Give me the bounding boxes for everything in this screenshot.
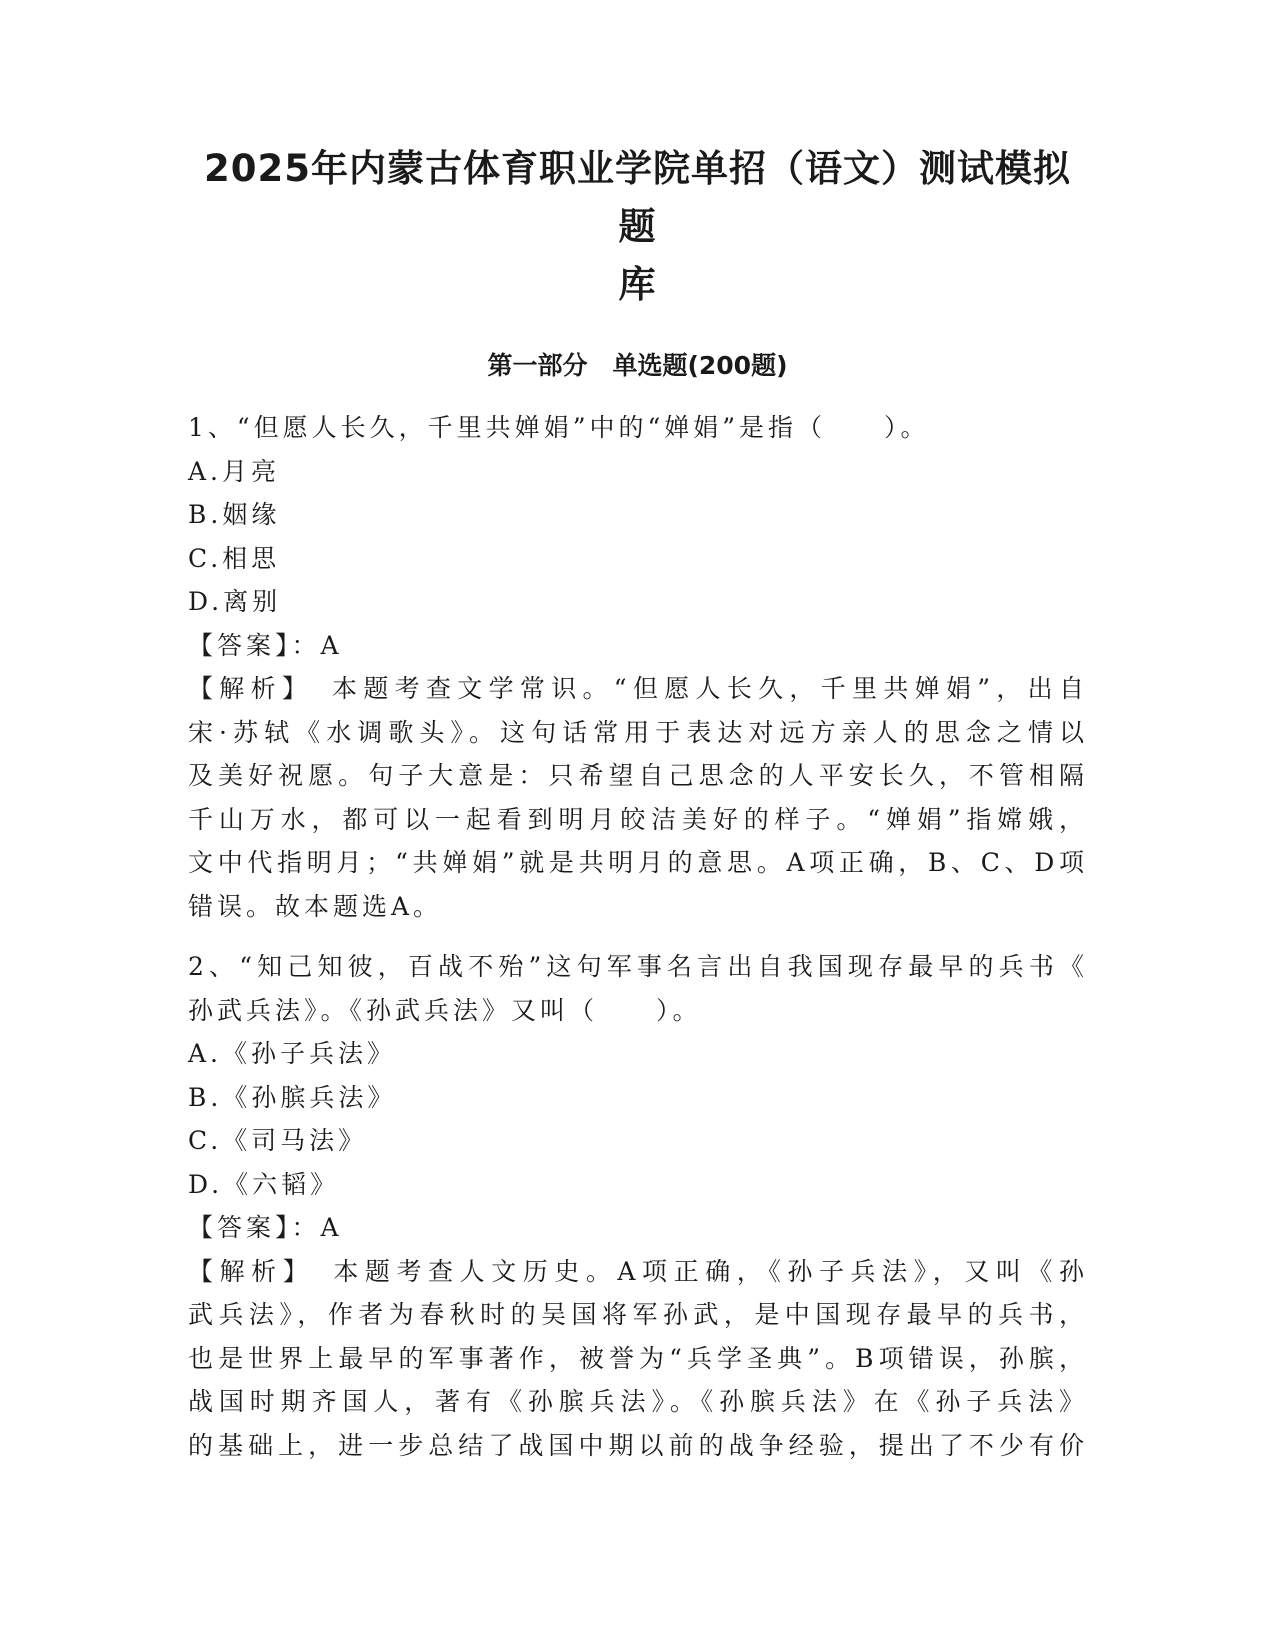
- analysis-line: 战国时期齐国人，著有《孙膑兵法》。《孙膑兵法》在《孙子兵法》: [188, 1387, 1088, 1416]
- analysis-line: 的基础上，进一步总结了战国中期以前的战争经验，提出了不少有价: [188, 1430, 1088, 1460]
- option-c: C.《司马法》: [188, 1126, 368, 1155]
- analysis-line: 千山万水，都可以一起看到明月皎洁美好的样子。“婵娟”指嫦娥，: [188, 804, 1088, 834]
- question-stem: 1、“但愿人长久，千里共婵娟”中的“婵娟”是指（ ）。: [188, 413, 930, 442]
- analysis-line: 武兵法》，作者为春秋时的吴国将军孙武，是中国现存最早的兵书，: [188, 1300, 1088, 1329]
- title-line-1: 2025年内蒙古体育职业学院单招（语文）测试模拟题: [204, 147, 1071, 248]
- option-b: B.姻缘: [188, 500, 281, 529]
- option-a: A.《孙子兵法》: [188, 1039, 397, 1068]
- title-line-2: 库: [618, 263, 657, 306]
- section-title: 第一部分 单选题(200题): [487, 351, 788, 380]
- analysis-line: 错误。故本题选A。: [188, 891, 443, 921]
- analysis-line: 宋·苏轼《水调歌头》。这句话常用于表达对远方亲人的思念之情以: [188, 717, 1088, 747]
- question-2: [188, 945, 1088, 1467]
- document-title: [190, 140, 1085, 314]
- option-b: B.《孙膑兵法》: [188, 1082, 397, 1112]
- analysis-line: 【解析】 本题考查文学常识。“但愿人长久，千里共婵娟”，出自: [188, 674, 1088, 703]
- answer: 【答案】：A: [188, 630, 343, 660]
- analysis-line: 及美好祝愿。句子大意是：只希望自己思念的人平安长久，不管相隔: [188, 761, 1088, 790]
- question-stem: 孙武兵法》。《孙武兵法》又叫（ ）。: [188, 995, 702, 1025]
- analysis-line: 也是世界上最早的军事著作，被誉为“兵学圣典”。B项错误，孙膑，: [188, 1343, 1088, 1373]
- option-d: D.《六韬》: [188, 1169, 340, 1199]
- question-stem: 2、“知己知彼，百战不殆”这句军事名言出自我国现存最早的兵书《: [188, 952, 1088, 981]
- answer: 【答案】：A: [188, 1213, 343, 1242]
- question-1: [188, 406, 1088, 928]
- option-a: A.月亮: [188, 456, 281, 486]
- analysis-line: 【解析】 本题考查人文历史。A项正确，《孙子兵法》，又叫《孙: [188, 1256, 1088, 1286]
- question-spacer: [188, 928, 1088, 945]
- option-c: C.相思: [188, 543, 281, 573]
- option-d: D.离别: [188, 587, 282, 616]
- analysis-line: 文中代指明月；“共婵娟”就是共明月的意思。A项正确，B、C、D项: [188, 848, 1088, 877]
- question-list: [188, 406, 1088, 1467]
